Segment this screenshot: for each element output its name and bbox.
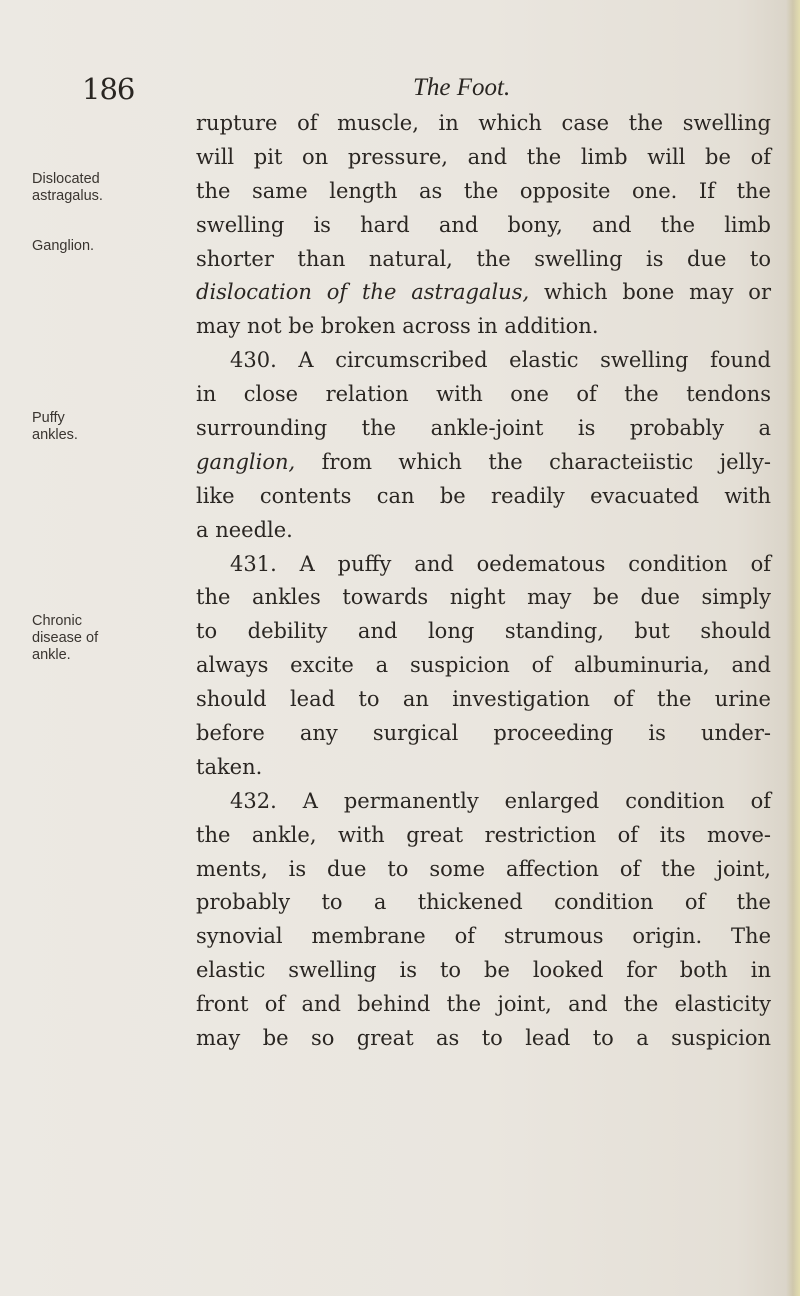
italic-phrase: dislocation of the astragalus, <box>196 280 530 305</box>
sidenote-line: ankle. <box>32 647 71 663</box>
text-line: before any surgical proceeding is under- <box>196 721 771 746</box>
text-line: to debility and long standing, but should <box>196 619 771 644</box>
text-line: ments, is due to some affection of the joint, <box>196 856 771 881</box>
body-text <box>196 107 771 1056</box>
text-line: swelling is hard and bony, and the limb <box>196 212 771 237</box>
text-run: which bone may or <box>529 280 771 305</box>
text-run: from which the characteiistic jelly- <box>295 449 771 474</box>
text-line: in close relation with one of the tendons <box>196 382 771 407</box>
sidenote-line: astragalus. <box>32 188 103 204</box>
text-line: 430. A circumscribed elastic swelling found <box>230 348 771 373</box>
sidenote-line: Ganglion. <box>32 238 95 254</box>
italic-phrase: ganglion, <box>196 449 296 474</box>
text-line <box>196 276 771 310</box>
page-edge <box>786 0 800 1296</box>
text-line: always excite a suspicion of albuminuria, and <box>196 653 771 678</box>
text-line: elastic swelling is to be looked for both in <box>196 958 771 983</box>
text-line: will pit on pressure, and the limb will be of <box>196 144 771 169</box>
text-line: may be so great as to lead to a suspicion <box>196 1026 771 1051</box>
text-line: may not be broken across in addition. <box>196 314 599 339</box>
sidenote-line: ankles. <box>32 427 78 443</box>
sidenote-chronic-disease-ankle <box>32 613 132 664</box>
sidenote-puffy-ankles <box>32 410 132 444</box>
text-line: like contents can be readily evacuated with <box>196 483 771 508</box>
sidenote-dislocated-astragalus <box>32 171 132 205</box>
text-line: synovial membrane of strumous origin. The <box>196 924 771 949</box>
text-line: should lead to an investigation of the urine <box>196 687 771 712</box>
sidenote-line: Puffy <box>32 410 65 426</box>
sidenote-line: Chronic <box>32 613 82 629</box>
text-line <box>196 446 771 480</box>
text-line: front of and behind the joint, and the elasticity <box>196 992 771 1017</box>
text-line: surrounding the ankle-joint is probably a <box>196 416 771 441</box>
text-line: 431. A puffy and oedematous condition of <box>230 551 771 576</box>
text-line: shorter than natural, the swelling is due to <box>196 246 771 271</box>
text-line: rupture of muscle, in which case the swelling <box>196 111 771 135</box>
sidenote-line: disease of <box>32 630 99 646</box>
sidenote-line: Dislocated <box>32 171 100 187</box>
text-line: the ankle, with great restriction of its move- <box>196 822 771 847</box>
text-line: probably to a thickened condition of the <box>196 890 771 915</box>
running-title: The Foot. <box>413 74 511 101</box>
sidenote-ganglion <box>32 238 132 255</box>
text-line: 432. A permanently enlarged condition of <box>230 788 771 813</box>
text-line: taken. <box>196 754 263 779</box>
page-number: 186 <box>82 72 135 106</box>
text-line: the same length as the opposite one. If the <box>196 178 771 203</box>
text-line: the ankles towards night may be due simply <box>196 585 771 610</box>
text-line: a needle. <box>196 517 293 542</box>
